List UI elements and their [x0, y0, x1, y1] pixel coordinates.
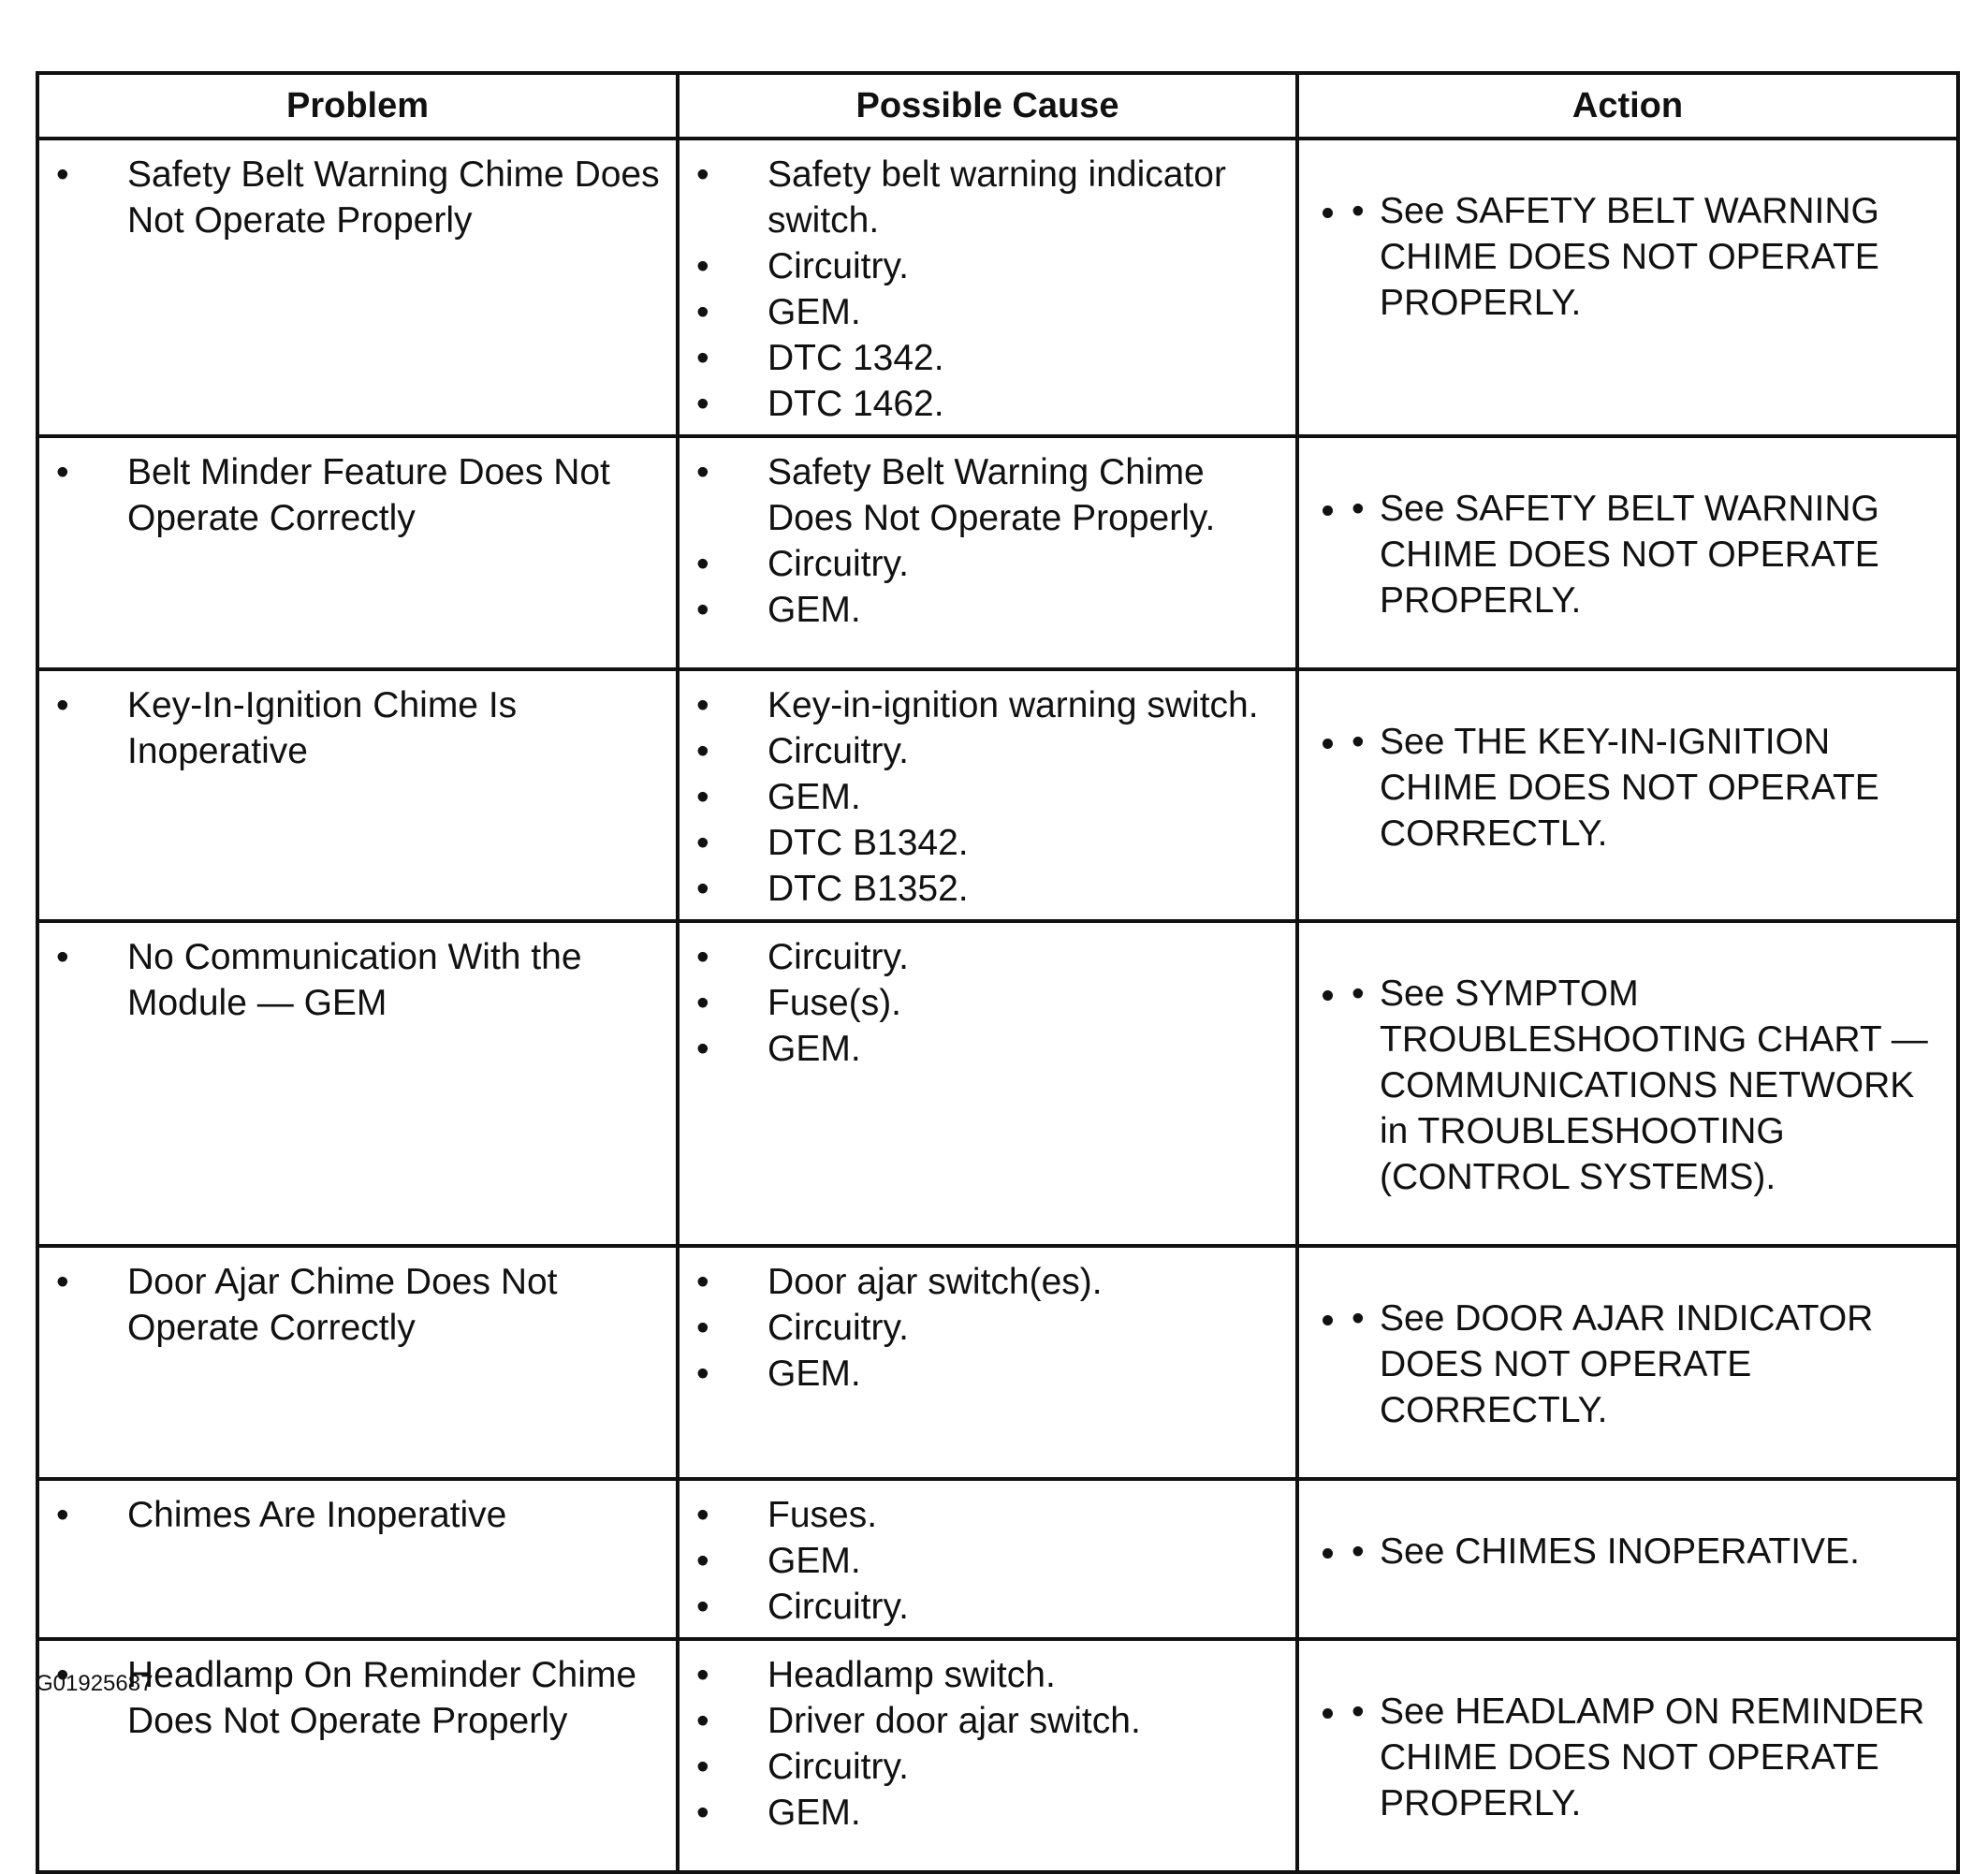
table-row — [37, 1479, 1958, 1639]
cause-cell — [678, 436, 1297, 669]
problem-cell — [37, 436, 678, 669]
header-row — [37, 73, 1958, 139]
action-cell — [1297, 921, 1958, 1246]
action-text: • • See CHIMES INOPERATIVE. — [1350, 1529, 1949, 1574]
header-action: Action — [1297, 73, 1958, 139]
cause-item: • DTC B1342. — [693, 820, 1288, 866]
cause-item: • DTC 1462. — [693, 381, 1288, 427]
action-cell — [1297, 436, 1958, 669]
table-row — [37, 139, 1958, 436]
cause-item: • Key-in-ignition warning switch. — [693, 682, 1288, 728]
cause-item: • Fuse(s). — [693, 980, 1288, 1026]
action-cell — [1297, 1479, 1958, 1639]
cause-item: • Fuses. — [693, 1492, 1288, 1538]
cause-item: • DTC B1352. — [693, 866, 1288, 912]
cause-item: • Circuitry. — [693, 243, 1288, 289]
cause-item: • GEM. — [693, 1026, 1288, 1072]
cause-item: • Circuitry. — [693, 1305, 1288, 1351]
cause-item: • Circuitry. — [693, 541, 1288, 587]
table-row — [37, 436, 1958, 669]
problem-cell — [37, 1479, 678, 1639]
cause-cell — [678, 1246, 1297, 1479]
problem-text: • No Communication With the Module — GEM — [52, 934, 668, 1026]
cause-item: • Circuitry. — [693, 1744, 1288, 1790]
problem-cell — [37, 669, 678, 921]
cause-item: • GEM. — [693, 1538, 1288, 1584]
cause-item: • Circuitry. — [693, 728, 1288, 774]
cause-item: • GEM. — [693, 1790, 1288, 1836]
cause-item: • GEM. — [693, 289, 1288, 335]
cause-cell — [678, 921, 1297, 1246]
cause-cell — [678, 669, 1297, 921]
cause-item: • Headlamp switch. — [693, 1652, 1288, 1698]
cause-cell — [678, 1479, 1297, 1639]
action-text: • • See SAFETY BELT WARNING CHIME DOES NOT OPERATE PROPERLY. — [1350, 486, 1949, 623]
action-text: • • See HEADLAMP ON REMINDER CHIME DOES NOT OPERATE PROPERLY. — [1350, 1689, 1949, 1826]
cause-item: • Circuitry. — [693, 934, 1288, 980]
problem-text: • Belt Minder Feature Does Not Operate Correctly — [52, 449, 668, 541]
cause-item: • Safety belt warning indicator switch. — [693, 152, 1288, 243]
problem-text: • Door Ajar Chime Does Not Operate Correctly — [52, 1259, 668, 1351]
symptom-chart-table — [36, 71, 1960, 1874]
table-row — [37, 1246, 1958, 1479]
action-text: • • See THE KEY-IN-IGNITION CHIME DOES NOT OPERATE CORRECTLY. — [1350, 719, 1949, 856]
problem-cell — [37, 1246, 678, 1479]
cause-item: • GEM. — [693, 774, 1288, 820]
cause-item: • Safety Belt Warning Chime Does Not Operate Properly. — [693, 449, 1288, 541]
cause-item: • Door ajar switch(es). — [693, 1259, 1288, 1305]
figure-id: G01925687 — [36, 1671, 153, 1696]
problem-cell — [37, 139, 678, 436]
problem-text: • Safety Belt Warning Chime Does Not Operate Properly — [52, 152, 668, 243]
cause-item: • GEM. — [693, 587, 1288, 633]
action-text: • • See DOOR AJAR INDICATOR DOES NOT OPERATE CORRECTLY. — [1350, 1296, 1949, 1433]
problem-cell — [37, 921, 678, 1246]
cause-item: • Driver door ajar switch. — [693, 1698, 1288, 1744]
cause-item: • DTC 1342. — [693, 335, 1288, 381]
header-problem: Problem — [37, 73, 678, 139]
action-text: • • See SYMPTOM TROUBLESHOOTING CHART — COMMUNICATIONS NETWORK in TROUBLESHOOTING (CONTROL SYSTEMS). — [1350, 971, 1949, 1200]
action-cell — [1297, 139, 1958, 436]
cause-item: • Circuitry. — [693, 1584, 1288, 1630]
cause-cell — [678, 139, 1297, 436]
action-cell — [1297, 669, 1958, 921]
table-row — [37, 669, 1958, 921]
action-text: • • See SAFETY BELT WARNING CHIME DOES NOT OPERATE PROPERLY. — [1350, 188, 1949, 326]
header-possible-cause: Possible Cause — [678, 73, 1297, 139]
action-cell — [1297, 1246, 1958, 1479]
problem-text: • Key-In-Ignition Chime Is Inoperative — [52, 682, 668, 774]
problem-text: • Headlamp On Reminder Chime Does Not Operate Properly — [52, 1652, 668, 1744]
cause-item: • GEM. — [693, 1351, 1288, 1397]
table-row — [37, 921, 1958, 1246]
problem-text: • Chimes Are Inoperative — [52, 1492, 668, 1538]
